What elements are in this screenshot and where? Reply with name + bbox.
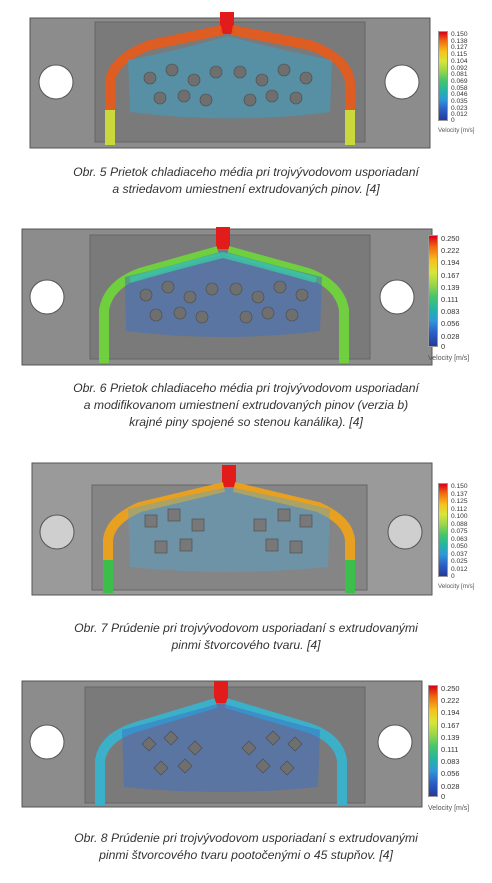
- caption-line: pinmi štvorcového tvaru pootočenými o 45 stupňov. [4]: [99, 848, 393, 862]
- figure-8: [0, 675, 492, 883]
- legend-unit: Velocity [m/s]: [428, 805, 470, 812]
- legend-tick: 0.100: [451, 513, 468, 520]
- velocity-legend: [428, 685, 488, 817]
- caption-line: Obr. 6 Prietok chladiaceho média pri trojvývodovom usporiadaní: [73, 381, 419, 395]
- caption-line: Obr. 7 Prúdenie pri trojvývodovom usporiadaní s extrudovanými: [74, 621, 418, 635]
- legend-tick: 0.112: [451, 505, 468, 513]
- figure-6: [0, 215, 492, 445]
- velocity-colorbar: [438, 31, 448, 121]
- velocity-colorbar: [428, 235, 438, 347]
- cooling-flow-simulation-image: [0, 215, 492, 375]
- figure-7: [0, 445, 492, 675]
- legend-tick: 0.150: [451, 31, 468, 38]
- figure-5: [0, 0, 492, 215]
- legend-tick: 0.023: [451, 104, 468, 112]
- legend-tick: 0.111: [441, 295, 459, 304]
- velocity-colorbar: [428, 685, 438, 797]
- caption-line: krajné piny spojené so stenou kanálika). [4]: [129, 415, 363, 429]
- figure-caption: [10, 380, 482, 431]
- cooling-flow-simulation-image: [0, 675, 492, 825]
- legend-tick: 0.075: [451, 528, 468, 535]
- legend-tick: 0.028: [441, 331, 460, 341]
- caption-line: Obr. 5 Prietok chladiaceho média pri trojvývodovom usporiadaní: [73, 165, 419, 179]
- legend-tick: 0.046: [451, 91, 468, 99]
- figure-caption: [10, 620, 482, 654]
- velocity-colorbar: [438, 483, 448, 577]
- velocity-legend: [428, 235, 488, 367]
- legend-tick: 0.138: [451, 37, 468, 45]
- velocity-legend: [438, 31, 488, 136]
- legend-tick: 0: [451, 117, 455, 124]
- legend-tick: 0.137: [451, 490, 468, 498]
- caption-line: a modifikovanom umiestnení extrudovaných pinov (verzia b): [83, 398, 409, 412]
- legend-tick: 0.104: [451, 57, 468, 65]
- legend-tick: 0.194: [441, 258, 460, 268]
- legend-tick: 0.035: [451, 98, 468, 105]
- velocity-legend: [438, 483, 488, 593]
- legend-tick: 0.056: [441, 319, 460, 329]
- legend-tick: 0.250: [441, 234, 460, 243]
- cooling-flow-simulation-image: [0, 0, 492, 160]
- legend-tick: 0.050: [451, 543, 468, 550]
- legend-unit: Velocity [m/s]: [438, 127, 475, 134]
- figure-caption: [10, 164, 482, 198]
- legend-tick: 0.127: [451, 44, 468, 52]
- legend-tick: 0.167: [441, 720, 460, 730]
- legend-tick: 0: [441, 342, 446, 351]
- legend-tick: 0: [451, 573, 455, 580]
- caption-line: Obr. 8 Prúdenie pri trojvývodovom usporiadaní s extrudovanými: [74, 831, 418, 845]
- legend-tick: 0.250: [441, 684, 460, 693]
- legend-tick: 0.069: [451, 77, 468, 85]
- legend-unit: Velocity [m/s]: [438, 583, 475, 590]
- legend-tick: 0.150: [451, 483, 468, 490]
- legend-tick: 0.088: [451, 520, 468, 528]
- legend-tick: 0.063: [451, 535, 468, 543]
- caption-line: pinmi štvorcového tvaru. [4]: [171, 638, 321, 652]
- caption-line: a striedavom umiestnení extrudovaných pinov. [4]: [112, 182, 380, 196]
- legend-tick: 0.037: [451, 550, 468, 558]
- legend-unit: Velocity [m/s]: [428, 355, 470, 362]
- cooling-flow-simulation-image: [0, 445, 492, 605]
- legend-tick: 0.139: [441, 732, 460, 742]
- legend-tick: 0.025: [451, 558, 468, 565]
- legend-tick: 0.012: [451, 565, 468, 573]
- legend-tick: 0.194: [441, 708, 460, 718]
- legend-tick: 0.083: [441, 757, 460, 767]
- legend-tick: 0.115: [451, 51, 468, 59]
- legend-tick: 0.028: [441, 781, 460, 791]
- legend-tick: 0: [441, 792, 446, 801]
- legend-tick: 0.139: [441, 282, 460, 292]
- legend-tick: 0.058: [451, 84, 468, 92]
- legend-tick: 0.081: [451, 71, 468, 79]
- legend-tick: 0.092: [451, 64, 468, 72]
- legend-tick: 0.222: [441, 246, 460, 256]
- legend-tick: 0.111: [441, 745, 459, 754]
- legend-tick: 0.056: [441, 769, 460, 779]
- legend-tick: 0.125: [451, 498, 468, 505]
- legend-tick: 0.012: [451, 111, 468, 119]
- figure-caption: [10, 830, 482, 864]
- legend-tick: 0.167: [441, 270, 460, 280]
- legend-tick: 0.083: [441, 307, 460, 317]
- legend-tick: 0.222: [441, 696, 460, 706]
